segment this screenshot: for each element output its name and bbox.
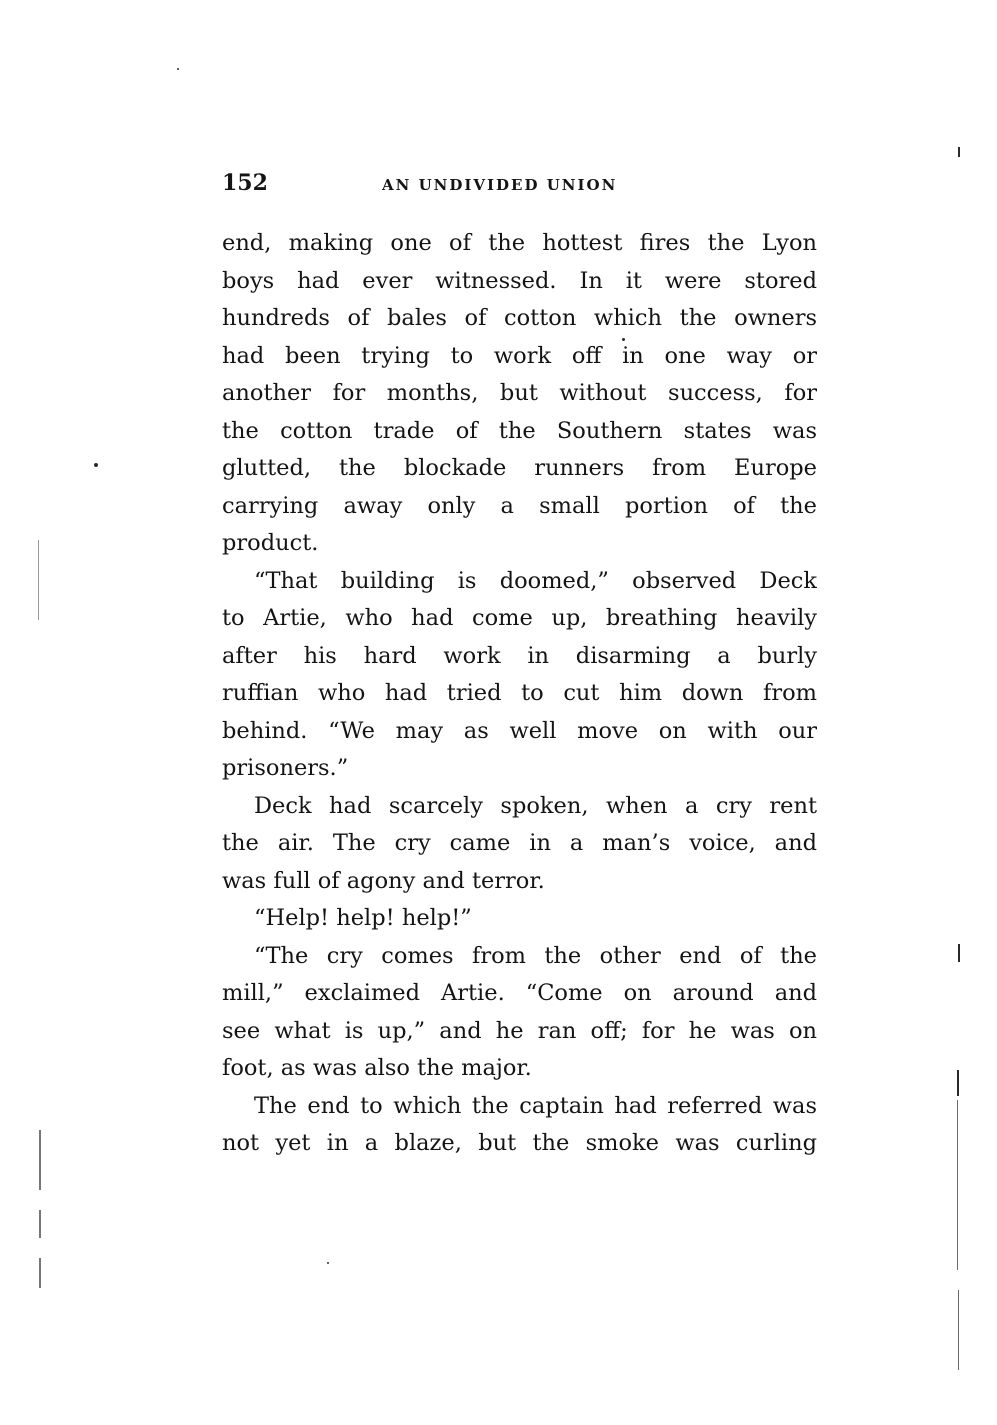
text-line: prisoners.” [222,755,349,781]
text-line: behind. “We may as well move on with our [222,717,817,744]
text-line: The end to which the captain had referred was [254,1092,817,1119]
text-line: hundreds of bales of cotton which the owners [222,305,817,331]
edge-mark [958,1290,959,1370]
page-number: 152 [222,170,268,196]
text-line: end, making one of the hottest fires the Lyon [222,230,817,256]
edge-mark [38,540,39,620]
text-line: mill,” exclaimed Artie. “Come on around and [222,980,817,1006]
edge-mark [958,944,960,962]
running-head: AN UNDIVIDED UNION [382,176,618,194]
scan-speck [327,1262,329,1264]
scan-speck [622,338,625,341]
text-line: the air. The cry came in a man’s voice, and [222,830,817,856]
edge-mark [39,1210,41,1238]
text-line: boys had ever witnessed. In it were stored [222,267,817,294]
text-line: “That building is doomed,” observed Deck [254,567,817,594]
text-line: another for months, but without success, for [222,380,817,406]
text-line: ruffian who had tried to cut him down from [222,680,817,706]
scan-speck [94,463,98,467]
body-text [222,225,817,1163]
text-line: the cotton trade of the Southern states was [222,417,817,444]
text-line: Deck had scarcely spoken, when a cry rent [254,792,817,819]
text-line: glutted, the blockade runners from Europe [222,455,817,481]
edge-mark [958,147,960,157]
text-line: see what is up,” and he ran off; for he was on [222,1017,817,1044]
scan-speck [177,68,179,70]
text-line: carrying away only a small portion of the [222,492,817,519]
text-line: after his hard work in disarming a burly [222,642,817,669]
text-line: to Artie, who had come up, breathing heavily [222,605,817,631]
text-line: was full of agony and terror. [222,867,545,894]
edge-mark [39,1130,41,1190]
page-header [222,170,817,204]
text-line: foot, as was also the major. [222,1055,532,1081]
edge-mark [957,1070,959,1096]
text-line: “The cry comes from the other end of the [254,942,817,969]
text-line: not yet in a blaze, but the smoke was curling [222,1130,817,1156]
text-line: product. [222,530,319,556]
edge-mark [39,1258,41,1288]
text-line: had been trying to work off in one way or [222,342,817,369]
text-line: “Help! help! help!” [254,905,472,931]
edge-mark [957,1100,958,1270]
